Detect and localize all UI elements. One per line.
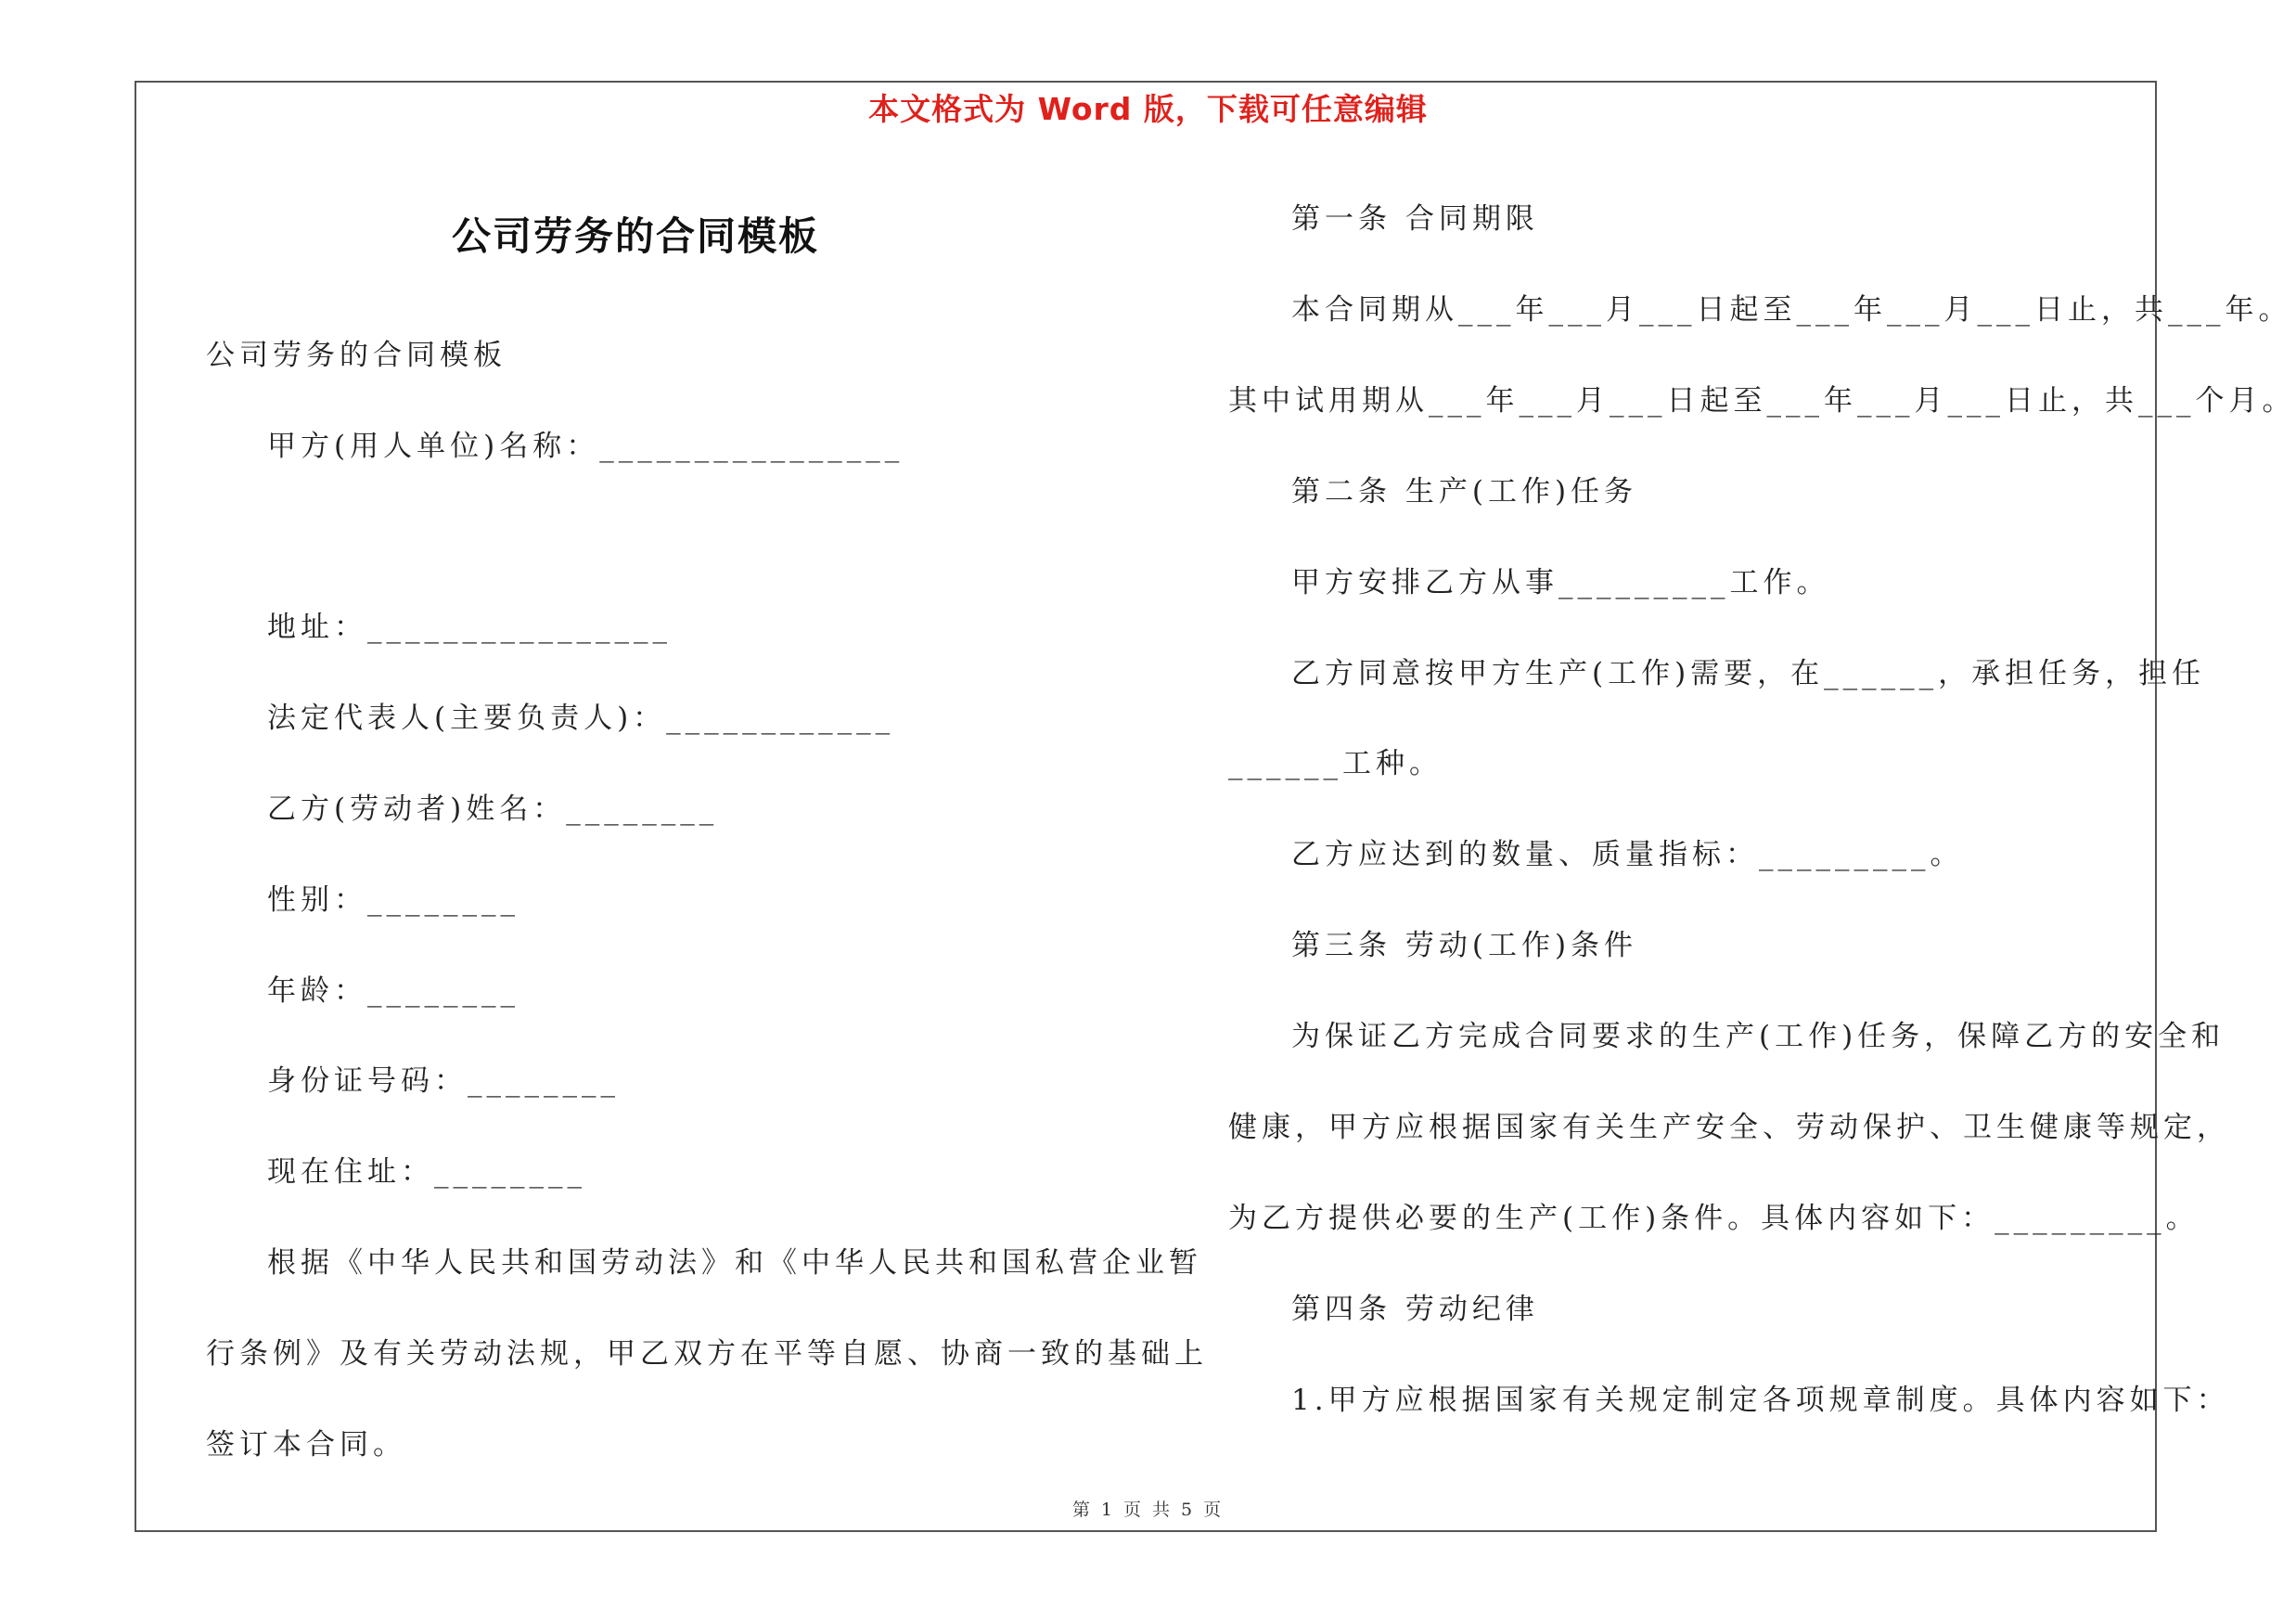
article-4-text-line: 1.甲方应根据国家有关规定制定各项规章制度。具体内容如下： [1291, 1384, 2230, 1417]
gender-field: 性别：________ [267, 883, 519, 917]
article-1-text-line: 本合同期从___年___月___日起至___年___月___日止，共___年。 [1291, 293, 2292, 327]
legal-representative-field: 法定代表人(主要负责人)：____________ [267, 702, 895, 735]
article-2-text-line: ______工种。 [1228, 747, 1443, 780]
party-b-name-field: 乙方(劳动者)姓名：________ [267, 792, 719, 826]
article-1-text-line: 其中试用期从___年___月___日起至___年___月___日止，共___个月。 [1228, 384, 2296, 418]
article-3-text-line: 健康，甲方应根据国家有关生产安全、劳动保护、卫生健康等规定， [1228, 1111, 2230, 1144]
address-field: 地址：________________ [267, 611, 672, 644]
subtitle-line: 公司劳务的合同模板 [206, 339, 507, 372]
page-number: 第 1 页 共 5 页 [1071, 1500, 1225, 1520]
preamble-paragraph-line: 行条例》及有关劳动法规，甲乙双方在平等自愿、协商一致的基础上 [206, 1337, 1208, 1371]
article-3-heading: 第三条 劳动(工作)条件 [1291, 929, 1638, 962]
article-2-text-line: 乙方同意按甲方生产(工作)需要，在______，承担任务，担任 [1291, 657, 2206, 690]
preamble-paragraph-line: 根据《中华人民共和国劳动法》和《中华人民共和国私营企业暂 [267, 1246, 1202, 1280]
article-2-text-line: 乙方应达到的数量、质量指标：_________。 [1291, 838, 1964, 871]
id-number-field: 身份证号码：________ [267, 1064, 620, 1098]
article-2-heading: 第二条 生产(工作)任务 [1291, 475, 1638, 509]
age-field: 年龄：________ [267, 974, 519, 1008]
current-address-field: 现在住址：________ [267, 1155, 586, 1189]
article-1-heading: 第一条 合同期限 [1291, 202, 1539, 236]
article-4-heading: 第四条 劳动纪律 [1291, 1293, 1539, 1326]
article-2-text-line: 甲方安排乙方从事_________工作。 [1291, 566, 1830, 599]
article-3-text-line: 为保证乙方完成合同要求的生产(工作)任务，保障乙方的安全和 [1291, 1020, 2225, 1053]
preamble-paragraph-line: 签订本合同。 [206, 1428, 406, 1462]
article-3-text-line: 为乙方提供必要的生产(工作)条件。具体内容如下：_________。 [1228, 1202, 2200, 1235]
word-format-banner: 本文格式为 Word 版，下载可任意编辑 [868, 91, 1428, 127]
party-a-name-field: 甲方(用人单位)名称：________________ [267, 430, 904, 463]
document-title: 公司劳务的合同模板 [451, 213, 819, 259]
